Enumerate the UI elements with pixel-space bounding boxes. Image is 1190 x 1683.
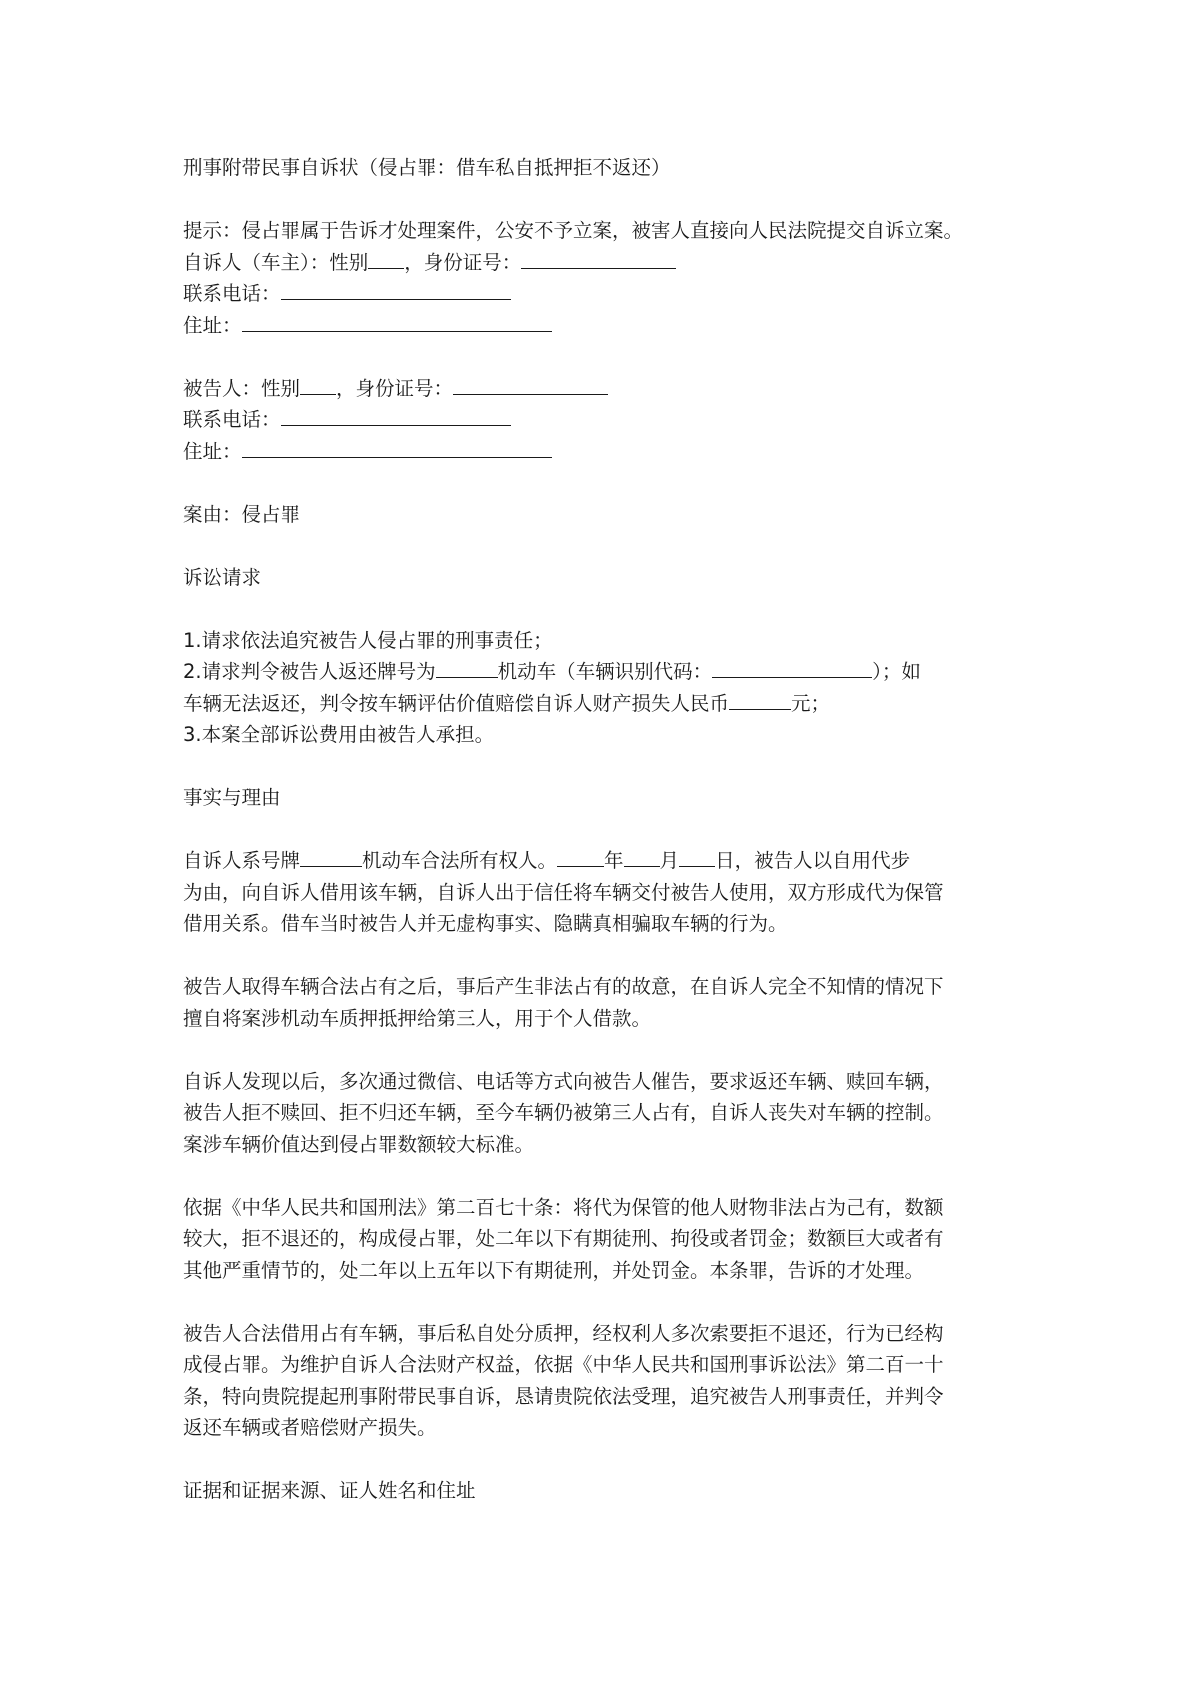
facts-p5-line-1: 被告人合法借用占有车辆，事后私自处分质押，经权利人多次索要拒不退还，行为已经构 <box>183 1321 944 1345</box>
defendant-id-blank[interactable] <box>453 374 608 395</box>
case-cause: 案由：侵占罪 <box>183 502 301 526</box>
spacer <box>183 1160 1019 1192</box>
plaintiff-address-line <box>183 310 1019 342</box>
document-title: 刑事附带民事自诉状（侵占罪：借车私自抵押拒不返还） <box>183 156 671 179</box>
defendant-address-blank[interactable] <box>242 437 552 458</box>
spacer <box>183 1444 1019 1476</box>
plaintiff-gender-label: 自诉人（车主）：性别 <box>183 250 369 274</box>
claim-2-text-b: 机动车（车辆识别代码： <box>497 660 713 683</box>
claims-heading: 诉讼请求 <box>183 565 262 589</box>
facts-p1-line-3: 借用关系。借车当时被告人并无虚构事实、隐瞒真相骗取车辆的行为。 <box>183 912 788 935</box>
plaintiff-phone-label: 联系电话： <box>183 282 281 305</box>
defendant-phone-label: 联系电话： <box>183 408 281 431</box>
compensation-amount-blank[interactable] <box>729 689 791 710</box>
month-blank[interactable] <box>624 846 660 867</box>
spacer <box>183 341 1019 373</box>
claim-2-text-c: ）；如 <box>872 660 921 683</box>
facts-p1-text-d: 月 <box>659 849 680 872</box>
defendant-address-label: 住址： <box>183 439 242 463</box>
defendant-gender-label: 被告人：性别 <box>183 376 301 400</box>
claim-2-line-1 <box>183 656 1019 688</box>
facts-p5-line-4: 返还车辆或者赔偿财产损失。 <box>183 1416 437 1439</box>
evidence-heading: 证据和证据来源、证人姓名和住址 <box>183 1479 476 1502</box>
claim-2-text-e: 元； <box>791 691 831 715</box>
plaintiff-id-blank[interactable] <box>521 248 676 269</box>
plaintiff-phone-blank[interactable] <box>281 279 511 300</box>
owner-plate-blank[interactable] <box>300 846 362 867</box>
plaintiff-gender-id-line <box>183 247 1019 279</box>
plaintiff-phone-line <box>183 278 1019 310</box>
vin-blank[interactable] <box>712 657 872 678</box>
facts-p1-line-1 <box>183 845 1019 877</box>
tip-text: 提示：侵占罪属于告诉才处理案件，公安不予立案，被害人直接向人民法院提交自诉立案。 <box>183 219 964 242</box>
claim-3: 3.本案全部诉讼费用由被告人承担。 <box>183 723 495 746</box>
defendant-gender-blank[interactable] <box>300 374 336 395</box>
facts-p1-text-c: 年 <box>604 849 624 872</box>
plate-number-blank[interactable] <box>436 657 498 678</box>
spacer <box>183 1286 1019 1318</box>
facts-p2-line-2: 擅自将案涉机动车质押抵押给第三人，用于个人借款。 <box>183 1006 652 1030</box>
facts-p1-text-b: 机动车合法所有权人。 <box>362 849 558 872</box>
facts-p5-line-2: 成侵占罪。为维护自诉人合法财产权益，依据《中华人民共和国刑事诉讼法》第二百一十 <box>183 1353 944 1376</box>
facts-p1-line-2: 为由，向自诉人借用该车辆，自诉人出于信任将车辆交付被告人使用，双方形成代为保管 <box>183 880 944 904</box>
spacer <box>183 1034 1019 1066</box>
facts-p2-line-1: 被告人取得车辆合法占有之后，事后产生非法占有的故意，在自诉人完全不知情的情况下 <box>183 975 944 998</box>
plaintiff-id-label: ，身份证号： <box>404 250 522 274</box>
spacer <box>183 751 1019 783</box>
spacer <box>183 814 1019 846</box>
spacer <box>183 940 1019 972</box>
facts-p1-text-e: 日，被告人以自用代步 <box>715 849 911 872</box>
spacer <box>183 593 1019 625</box>
claim-1: 1.请求依法追究被告人侵占罪的刑事责任； <box>183 628 553 652</box>
facts-p4-line-3: 其他严重情节的，处二年以上五年以下有期徒刑，并处罚金。本条罪，告诉的才处理。 <box>183 1258 925 1282</box>
day-blank[interactable] <box>679 846 715 867</box>
claim-2-text-a: 2.请求判令被告人返还牌号为 <box>183 660 436 683</box>
claim-2-line-2 <box>183 688 1019 720</box>
defendant-phone-blank[interactable] <box>281 405 511 426</box>
facts-p4-line-1: 依据《中华人民共和国刑法》第二百七十条：将代为保管的他人财物非法占为己有，数额 <box>183 1195 944 1219</box>
spacer <box>183 184 1019 216</box>
year-blank[interactable] <box>557 846 604 867</box>
facts-p4-line-2: 较大，拒不退还的，构成侵占罪，处二年以下有期徒刑、拘役或者罚金；数额巨大或者有 <box>183 1227 944 1250</box>
spacer <box>183 467 1019 499</box>
defendant-id-label: ，身份证号： <box>336 376 454 400</box>
claim-2-text-d: 车辆无法返还，判令按车辆评估价值赔偿自诉人财产损失人民币 <box>183 691 730 715</box>
document-page <box>183 152 1019 1507</box>
defendant-gender-id-line <box>183 373 1019 405</box>
facts-p3-line-2: 被告人拒不赎回、拒不归还车辆，至今车辆仍被第三人占有，自诉人丧失对车辆的控制。 <box>183 1101 944 1124</box>
plaintiff-address-blank[interactable] <box>242 311 552 332</box>
facts-p3-line-3: 案涉车辆价值达到侵占罪数额较大标准。 <box>183 1132 535 1156</box>
defendant-phone-line <box>183 404 1019 436</box>
facts-heading: 事实与理由 <box>183 786 281 809</box>
facts-p5-line-3: 条，特向贵院提起刑事附带民事自诉，恳请贵院依法受理，追究被告人刑事责任，并判令 <box>183 1384 944 1408</box>
plaintiff-gender-blank[interactable] <box>368 248 404 269</box>
spacer <box>183 530 1019 562</box>
facts-p3-line-1: 自诉人发现以后，多次通过微信、电话等方式向被告人催告，要求返还车辆、赎回车辆， <box>183 1069 944 1093</box>
plaintiff-address-label: 住址： <box>183 313 242 337</box>
defendant-address-line <box>183 436 1019 468</box>
facts-p1-text-a: 自诉人系号牌 <box>183 849 301 872</box>
